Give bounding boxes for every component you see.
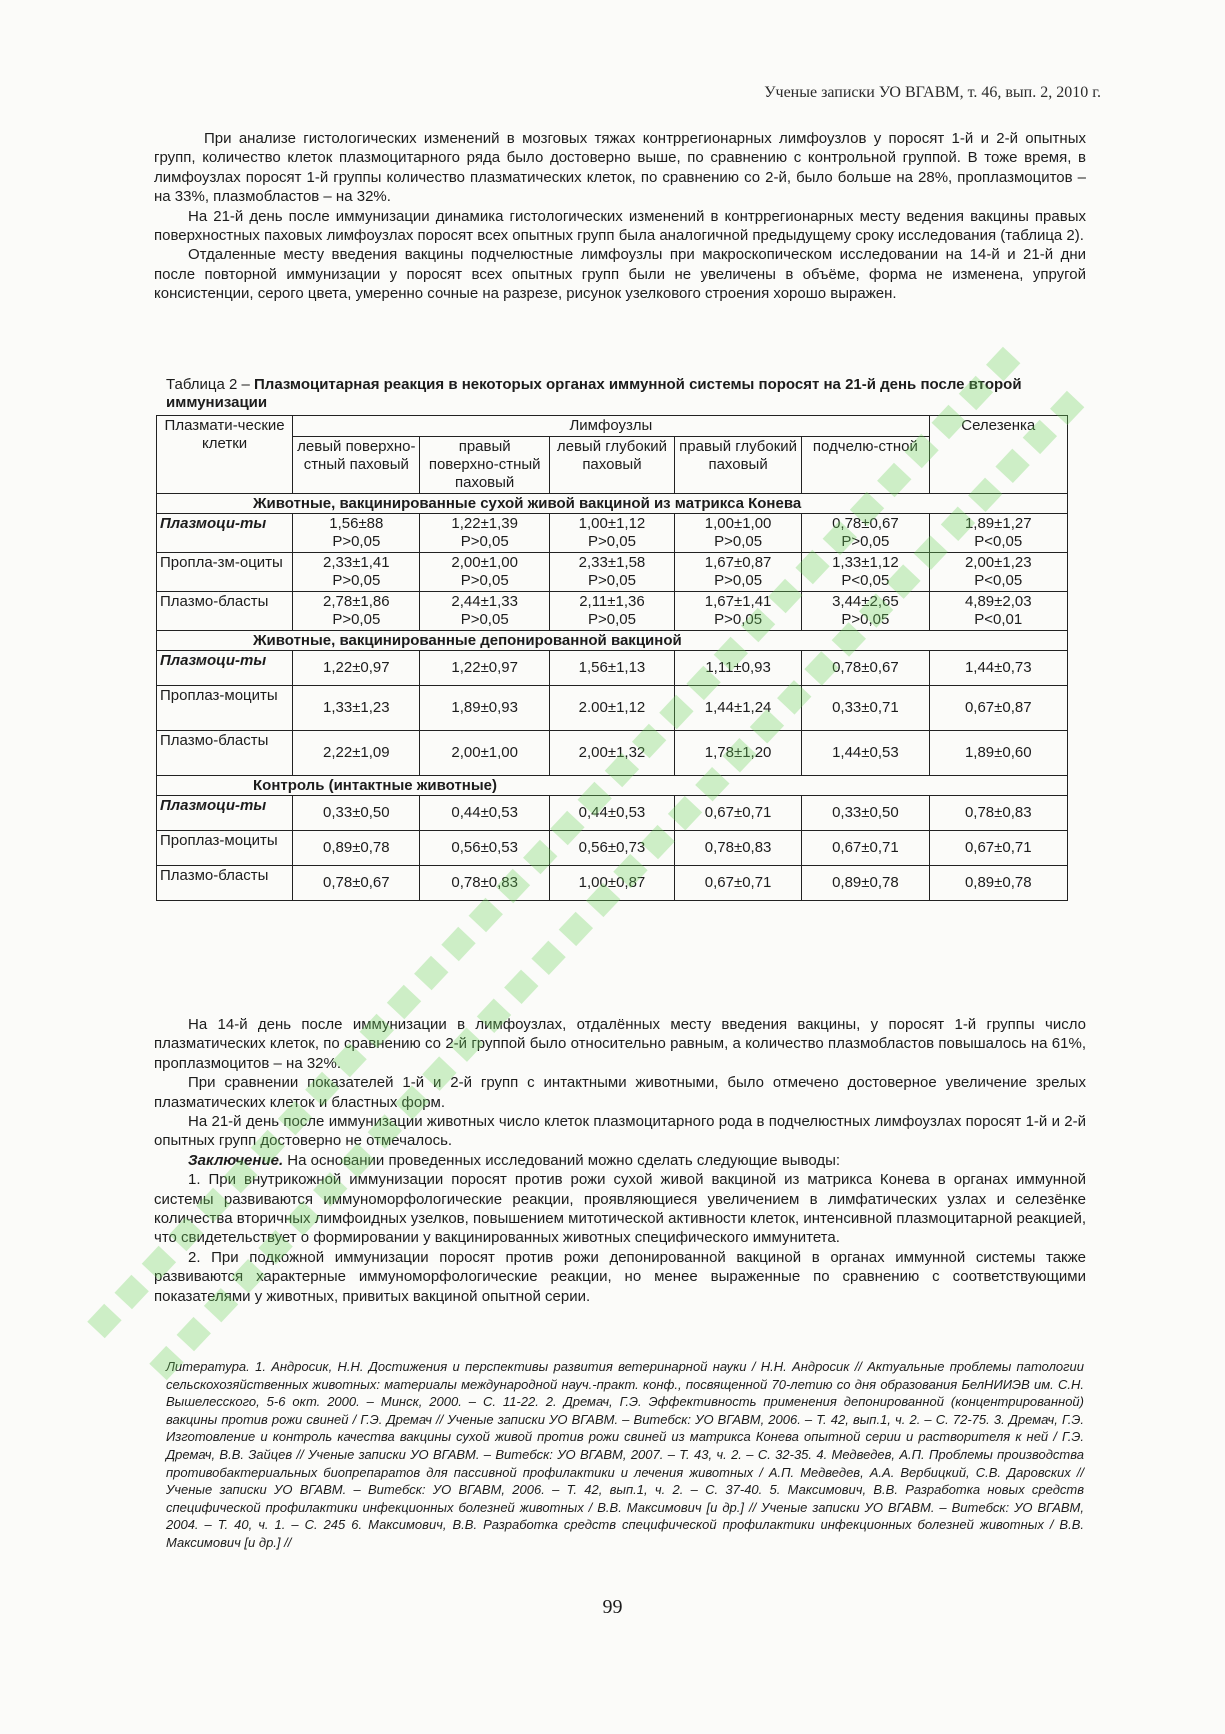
table-cell: 0,78±0,83 <box>420 866 549 901</box>
cell-value: 1,22±1,39 <box>451 515 518 532</box>
table-caption-prefix: Таблица 2 – <box>166 376 255 393</box>
table-row-label: Плазмо-бласты <box>157 592 293 631</box>
table-cell: 1,56±1,13 <box>549 651 674 686</box>
table-cell: 0,67±0,71 <box>929 831 1067 866</box>
cell-p-value: P>0,05 <box>714 572 763 589</box>
table-caption-title: Плазмоцитарная реакция в некоторых органах иммунной системы поросят на 21-й день после второй иммунизации <box>166 376 1022 411</box>
table-cell <box>293 592 420 631</box>
table-section-row <box>157 494 1068 514</box>
cell-value: 1,67±1,41 <box>704 593 772 610</box>
running-header: Ученые записки УО ВГАВМ, т. 46, вып. 2, 2010 г. <box>764 84 1101 101</box>
table-row-label: Плазмо-бласты <box>157 866 293 901</box>
table-cell: 1,22±0,97 <box>293 651 420 686</box>
cell-p-value: P>0,05 <box>332 533 381 550</box>
table-cell: 0,33±0,50 <box>293 796 420 831</box>
table-cell: 0,78±0,83 <box>929 796 1067 831</box>
conclusion-item: 1. При внутрикожной иммунизации поросят против рожи сухой живой вакциной из матрикса Конева в органах иммунной системы развиваются иммуноморфологические реакции, проявляющиеся увеличением в лимфатических узлах и селезёнке количества вторичных лимфоидных узелков, повышением митотической активности клеток, интенсивной плазмоцитарной реакцией, что свидетельствует о формировании у вакцинированных животных специфического иммунитета. <box>154 1171 1086 1247</box>
cell-p-value: P<0,01 <box>974 611 1023 628</box>
table-cell: 0,44±0,53 <box>549 796 674 831</box>
watermark-stroke <box>477 906 494 924</box>
table-section-row <box>157 776 1068 796</box>
col-header-cells: Плазмати-ческие клетки <box>157 416 293 494</box>
cell-value: 2,33±1,58 <box>578 554 646 571</box>
table-cell <box>674 514 801 553</box>
table-section-title: Контроль (интактные животные) <box>157 776 1068 796</box>
table-cell: 1,00±0,87 <box>549 866 674 901</box>
table-row <box>157 731 1068 776</box>
paragraph: На 21-й день после иммунизации динамика гистологических изменений в контррегионарных месту ведения вакцины правых поверхностных паховых лимфоузлах поросят всех опытных групп была аналогичной предыдущему сроку исследования (таблица 2). <box>154 207 1086 245</box>
table-row-label: Плазмоци-ты <box>157 514 293 553</box>
references-text: 1. Андросик, Н.Н. Достижения и перспективы развития ветеринарной науки / Н.Н. Андросик // Актуальные проблемы патологии сельскохозяйственных животных: материалы международной науч.-практ. конф., посвященной 70-летию со дня образования БелНИИЭВ им. С.Н. Вышелесского, 5-6 окт. 2000. – Минск, 2000. – С. 11-22. 2. Дремач, Г.Э. Эффективность применения депонированной (концентрированной) вакцины против рожи свиней / Г.Э. Дремач // Ученые записки УО ВГАВМ. – Витебск: УО ВГАВМ, 2006. – Т. 42, вып.1, ч. 2. – С. 72-75. 3. Дремач, Г.Э. Изготовление и контроль качества вакцины сухой живой против рожи свиней из матрикса Конева опытной серии и растворителя к ней / Г.Э. Дремач, В.В. Зайцев // Ученые записки УО ВГАВМ. – Витебск: УО ВГАВМ, 2007. – Т. 43, ч. 2. – С. 32-35. 4. Медведев, А.П. Проблемы производства противобактериальных биопрепаратов для пассивной профилактики и лечения животных / А.П. Медведев, А.А. Вербицкий, С.В. Даровских // Ученые записки УО ВГАВМ. – Витебск: УО ВГАВМ, 2006. – Т. 42, вып.1, ч. 2. – С. 37-40. 5. Максимович, В.В. Разработка новых средств специфической профилактики инфекционных болезней животных / В.В. Максимович [и др.] // Ученые записки УО ВГАВМ. – Витебск: УО ВГАВМ, 2004. – Т. 40, ч. 1. – С. 245 6. Максимович, В.В. Разработка средств специфической профилактики инфекционных болезней животных / В.В. Максимович [и др.] // <box>166 1359 1084 1550</box>
paragraph: Отдаленные месту введения вакцины подчелюстные лимфоузлы при макроскопическом исследовании на 14-й и 21-й дни после повторной иммунизации у поросят всех опытных групп были не увеличены в объёме, форма не изменена, упругой консистенции, серого цвета, умеренно сочные на разрезе, рисунок узелкового строения хорошо выражен. <box>154 246 1086 303</box>
table-cell: 0,33±0,71 <box>802 686 929 731</box>
cell-value: 1,00±1,00 <box>704 515 772 532</box>
conclusion-label: Заключение. <box>188 1151 284 1169</box>
watermark-stroke <box>450 935 467 953</box>
table-cell <box>549 592 674 631</box>
table-cell <box>802 592 929 631</box>
paragraph: При анализе гистологических изменений в мозговых тяжах контррегионарных лимфоузлов у поросят 1-й и 2-й опытных групп, количество клеток плазмоцитарного ряда было достоверно выше, по сравнению с контрольной группой. В тоже время, в лимфоузлах поросят 1-й группы количество плазматических клеток, по сравнению со 2-й, было больше на 28%, проплазмоцитов – на 33%, плазмобластов – на 32%. <box>154 130 1086 206</box>
cell-value: 1,67±0,87 <box>704 554 772 571</box>
table-cell: 0,78±0,67 <box>293 866 420 901</box>
table-row-label: Пропла-зм-оциты <box>157 553 293 592</box>
col-header-right-deep: правый глубокий паховый <box>674 437 801 494</box>
watermark-stroke <box>396 993 413 1011</box>
table-row <box>157 651 1068 686</box>
table-row-label: Проплаз-моциты <box>157 831 293 866</box>
watermark-stroke <box>567 920 584 938</box>
table-cell <box>549 514 674 553</box>
table-cell <box>420 553 549 592</box>
table-row <box>157 514 1068 553</box>
cell-value: 2,44±1,33 <box>451 593 518 610</box>
table-cell <box>929 553 1067 592</box>
watermark-stroke <box>96 1312 113 1330</box>
table-row-label: Плазмоци-ты <box>157 796 293 831</box>
references-label: Литература. <box>166 1359 250 1374</box>
cell-value: 2,11±1,36 <box>579 593 645 610</box>
table-cell <box>802 553 929 592</box>
watermark-stroke <box>995 355 1012 373</box>
table-cell <box>549 553 674 592</box>
table-cell <box>674 592 801 631</box>
table-cell: 0,67±0,71 <box>674 796 801 831</box>
cell-value: 1,56±88 <box>329 515 384 532</box>
cell-value: 0,78±0,67 <box>832 515 899 532</box>
table-cell: 1,78±1,20 <box>674 731 801 776</box>
table-cell: 0,89±0,78 <box>802 866 929 901</box>
table-row <box>157 831 1068 866</box>
cell-p-value: P<0,05 <box>974 533 1023 550</box>
table-cell <box>674 553 801 592</box>
table-cell: 2,00±1,32 <box>549 731 674 776</box>
conclusion-intro: На основании проведенных исследований можно сделать следующие выводы: <box>283 1151 841 1169</box>
body-text-top <box>154 129 1086 304</box>
cell-value: 2,78±1,86 <box>323 593 390 610</box>
cell-value: 4,89±2,03 <box>964 593 1032 610</box>
cell-value: 2,00±1,00 <box>451 554 518 571</box>
col-header-submandibular: подчелю-стной <box>802 437 929 494</box>
table-row <box>157 866 1068 901</box>
col-header-right-superficial: правый поверхно-стный паховый <box>420 437 549 494</box>
cell-value: 2,33±1,41 <box>323 554 390 571</box>
table-cell <box>293 553 420 592</box>
table-cell: 0,67±0,87 <box>929 686 1067 731</box>
references <box>166 1358 1084 1552</box>
table-cell: 1,44±1,24 <box>674 686 801 731</box>
data-table <box>156 415 1068 901</box>
table-cell <box>929 514 1067 553</box>
cell-p-value: P>0,05 <box>841 611 890 628</box>
table-cell: 0,56±0,53 <box>420 831 549 866</box>
body-text-bottom <box>154 1015 1086 1306</box>
table-cell: 1,44±0,53 <box>802 731 929 776</box>
cell-p-value: P>0,05 <box>460 611 509 628</box>
table-cell <box>293 514 420 553</box>
table-section-title: Животные, вакцинированные сухой живой вакциной из матрикса Конева <box>157 494 1068 514</box>
cell-p-value: P>0,05 <box>587 533 636 550</box>
table-caption <box>166 376 1066 412</box>
table-cell: 0,44±0,53 <box>420 796 549 831</box>
table-row <box>157 686 1068 731</box>
table-cell: 1,22±0,97 <box>420 651 549 686</box>
col-header-left-superficial: левый поверхно-стный паховый <box>293 437 420 494</box>
table-section-title: Животные, вакцинированные депонированной вакциной <box>157 631 1068 651</box>
cell-value: 2,00±1,23 <box>964 554 1032 571</box>
table-cell: 1,89±0,60 <box>929 731 1067 776</box>
paragraph: На 14-й день после иммунизации в лимфоузлах, отдалённых месту введения вакцины, у поросят 1-й группы число плазматических клеток, по сравнению со 2-й группой было относительно равным, а количество плазмобластов повышалось на 61%, проплазмоцитов – на 32%. <box>154 1016 1086 1072</box>
table-row-label: Плазмо-бласты <box>157 731 293 776</box>
watermark-stroke <box>185 1325 202 1343</box>
cell-p-value: P>0,05 <box>714 611 763 628</box>
paragraph: При сравнении показателей 1-й и 2-й групп с интактными животными, было отмечено достоверное увеличение зрелых плазматических клеток и бластных форм. <box>154 1074 1086 1111</box>
table-cell: 2,22±1,09 <box>293 731 420 776</box>
table-row <box>157 592 1068 631</box>
watermark-stroke <box>513 978 530 996</box>
watermark-stroke <box>123 1283 140 1301</box>
table-cell: 0,67±0,71 <box>674 866 801 901</box>
cell-p-value: P<0,05 <box>841 572 890 589</box>
col-header-left-deep: левый глубокий паховый <box>549 437 674 494</box>
cell-value: 1,00±1,12 <box>578 515 646 532</box>
table-cell: 0,78±0,83 <box>674 831 801 866</box>
cell-p-value: P>0,05 <box>332 572 381 589</box>
table-cell <box>420 592 549 631</box>
cell-p-value: P>0,05 <box>332 611 381 628</box>
table-cell: 0,33±0,50 <box>802 796 929 831</box>
page-number: 99 <box>602 1596 623 1618</box>
col-header-lymph-nodes: Лимфоузлы <box>293 416 929 437</box>
cell-p-value: P>0,05 <box>714 533 763 550</box>
table-row <box>157 553 1068 592</box>
table-cell: 1,89±0,93 <box>420 686 549 731</box>
cell-p-value: P>0,05 <box>587 572 636 589</box>
table-cell: 1,11±0,93 <box>674 651 801 686</box>
table-cell: 0,67±0,71 <box>802 831 929 866</box>
cell-value: 1,89±1,27 <box>964 515 1032 532</box>
cell-value: 1,33±1,12 <box>832 554 899 571</box>
table-cell <box>802 514 929 553</box>
table-section-row <box>157 631 1068 651</box>
col-header-spleen: Селезенка <box>929 416 1067 494</box>
cell-p-value: P>0,05 <box>460 533 509 550</box>
table-row <box>157 796 1068 831</box>
table-row-label: Проплаз-моциты <box>157 686 293 731</box>
conclusion-item: 2. При подкожной иммунизации поросят против рожи депонированной вакциной в органах иммунной системы также развиваются характерные иммуноморфологические реакции, но менее выраженные по сравнению с соответствующими показателями у животных, привитых вакциной опытной серии. <box>154 1248 1086 1305</box>
table-cell: 0,78±0,67 <box>802 651 929 686</box>
watermark-stroke <box>423 964 440 982</box>
cell-p-value: P<0,05 <box>974 572 1023 589</box>
cell-p-value: P>0,05 <box>460 572 509 589</box>
table-cell <box>420 514 549 553</box>
table-cell: 1,44±0,73 <box>929 651 1067 686</box>
table-cell: 2,00±1,00 <box>420 731 549 776</box>
cell-value: 3,44±2,65 <box>832 593 899 610</box>
table-cell: 0,89±0,78 <box>929 866 1067 901</box>
paragraph: На 21-й день после иммунизации животных число клеток плазмоцитарного рода в подчелюстных лимфоузлах поросят 1-й и 2-й опытных групп достоверно не отмечалось. <box>154 1113 1086 1150</box>
table-cell: 0,89±0,78 <box>293 831 420 866</box>
table-row-label: Плазмоци-ты <box>157 651 293 686</box>
cell-p-value: P>0,05 <box>841 533 890 550</box>
table-cell <box>929 592 1067 631</box>
table-cell: 2.00±1,12 <box>549 686 674 731</box>
conclusion-heading <box>154 1151 1086 1170</box>
table-cell: 0,56±0,73 <box>549 831 674 866</box>
watermark-stroke <box>540 949 557 967</box>
table-cell: 1,33±1,23 <box>293 686 420 731</box>
cell-p-value: P>0,05 <box>587 611 636 628</box>
